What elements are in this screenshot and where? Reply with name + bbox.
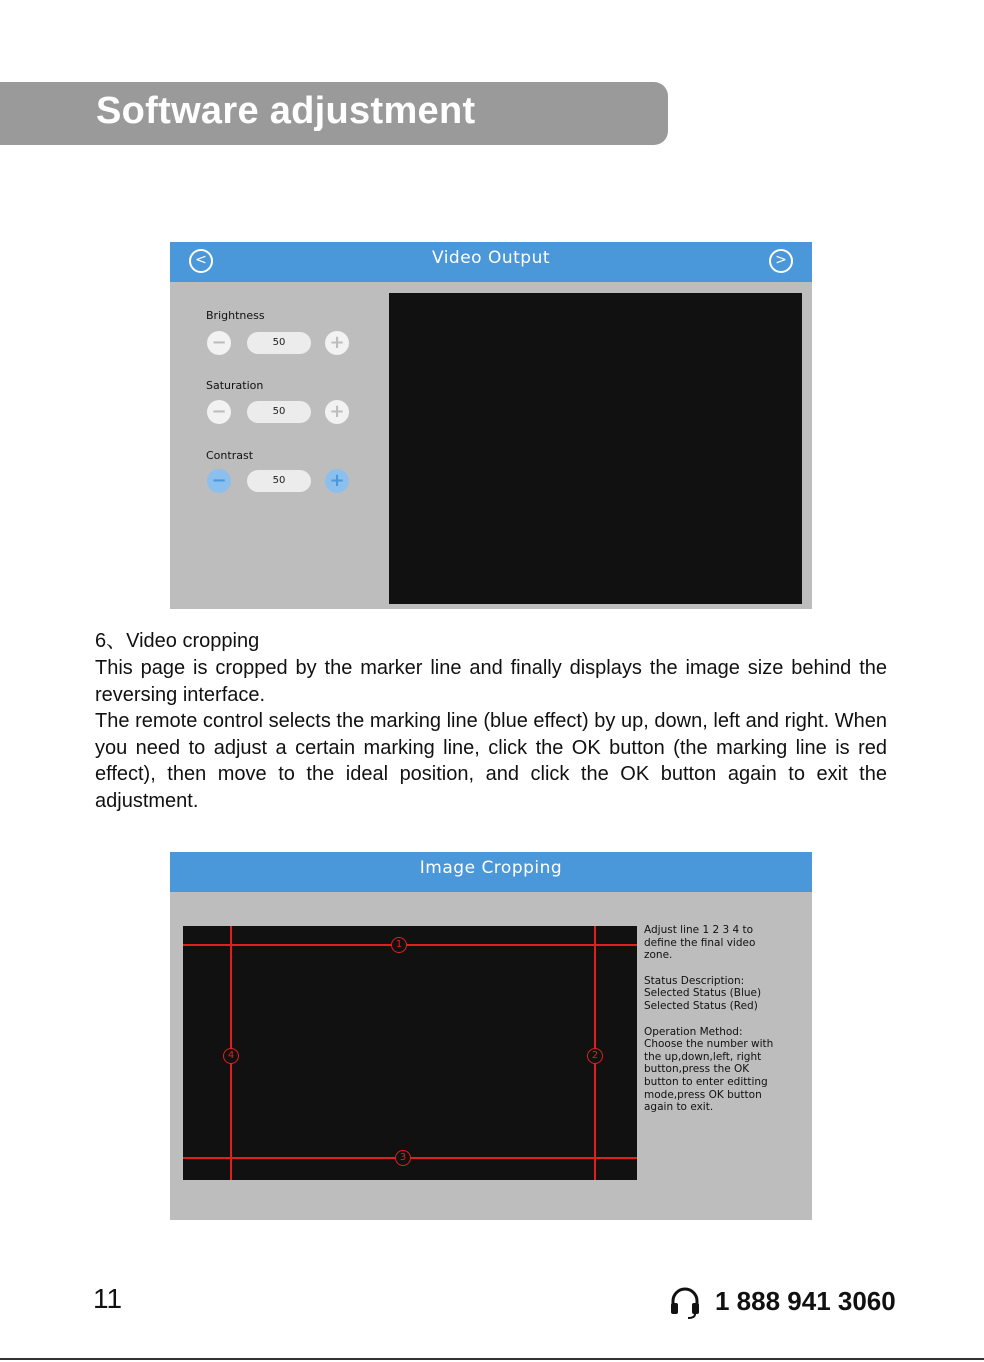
contrast-minus-button[interactable]: − xyxy=(207,469,231,493)
crop-preview-area xyxy=(183,926,637,1180)
paragraph-instructions: The remote control selects the marking line (blue effect) by up, down, left and right. When you need to adjust a certain marking line, click the OK button (the marking line is red effect), then move to the ideal position, and click the OK button again to exit the adjustment. xyxy=(95,710,887,812)
image-cropping-title: Image Cropping xyxy=(419,858,563,878)
info-line: Adjust line 1 2 3 4 to xyxy=(644,924,754,936)
saturation-minus-button[interactable]: − xyxy=(207,400,231,424)
section-subheading: 6、Video cropping xyxy=(95,630,260,652)
paragraph-intro: This page is cropped by the marker line and finally displays the image size behind the reversing interface. xyxy=(95,657,887,706)
section-banner xyxy=(0,82,668,145)
video-preview xyxy=(389,293,802,604)
image-cropping-screen xyxy=(170,852,812,1220)
info-line: Status Description: xyxy=(644,974,745,987)
brightness-value: 50 xyxy=(247,332,311,354)
brightness-control xyxy=(207,331,357,355)
page-number: 11 xyxy=(93,1283,123,1314)
image-cropping-titlebar xyxy=(170,852,812,892)
saturation-value: 50 xyxy=(247,401,311,423)
video-output-titlebar xyxy=(170,242,812,282)
bottom-divider xyxy=(0,1358,984,1360)
headset-icon xyxy=(668,1285,702,1319)
info-line: button,press the OK xyxy=(644,1063,750,1076)
info-line: zone. xyxy=(644,949,673,962)
phone-number: 1 888 941 3060 xyxy=(715,1286,896,1316)
line-marker-1[interactable]: 1 xyxy=(391,937,407,953)
brightness-plus-button[interactable]: + xyxy=(325,331,349,355)
saturation-control xyxy=(207,400,357,424)
line-marker-3[interactable]: 3 xyxy=(395,1150,411,1166)
info-adjust xyxy=(644,924,804,962)
info-line: define the final video xyxy=(644,936,756,949)
contrast-control xyxy=(207,469,357,493)
line-marker-2[interactable]: 2 xyxy=(587,1048,603,1064)
info-line: mode,press OK button xyxy=(644,1088,762,1101)
back-arrow-icon[interactable]: < xyxy=(189,249,213,273)
video-output-title: Video Output xyxy=(431,248,551,268)
crop-line-1[interactable] xyxy=(183,944,637,946)
contrast-label: Contrast xyxy=(206,449,254,462)
crop-instructions xyxy=(644,924,804,1127)
info-line: Operation Method: xyxy=(644,1025,743,1038)
line-marker-4[interactable]: 4 xyxy=(223,1048,239,1064)
info-line: button to enter editting xyxy=(644,1075,768,1088)
saturation-plus-button[interactable]: + xyxy=(325,400,349,424)
contrast-value: 50 xyxy=(247,470,311,492)
forward-arrow-icon[interactable]: > xyxy=(769,249,793,273)
video-output-screen xyxy=(170,242,812,609)
info-line: the up,down,left, right xyxy=(644,1050,762,1063)
info-line: Selected Status (Red) xyxy=(644,999,758,1012)
brightness-minus-button[interactable]: − xyxy=(207,331,231,355)
info-line: Selected Status (Blue) xyxy=(644,987,762,1000)
info-line: Choose the number with xyxy=(644,1038,774,1051)
body-paragraphs xyxy=(95,655,887,815)
brightness-label: Brightness xyxy=(206,309,265,322)
info-operation xyxy=(644,1026,804,1114)
contrast-plus-button[interactable]: + xyxy=(325,469,349,493)
info-status xyxy=(644,975,804,1013)
section-title: Software adjustment xyxy=(96,90,476,132)
info-line: again to exit. xyxy=(644,1101,714,1114)
saturation-label: Saturation xyxy=(206,379,264,392)
